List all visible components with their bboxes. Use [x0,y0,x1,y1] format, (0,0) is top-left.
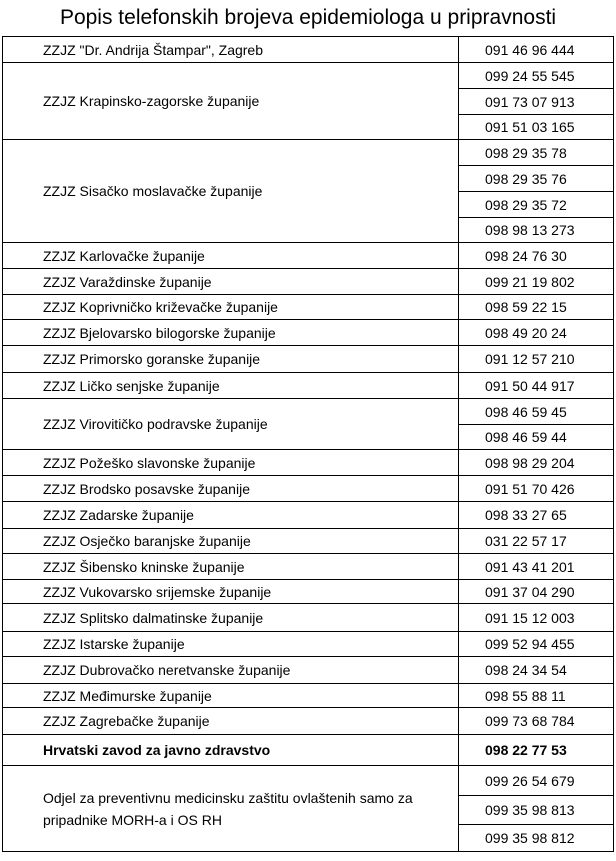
phone-table-body [3,37,614,852]
phone-number: 098 98 29 204 [459,450,614,476]
phone-number: 091 73 07 913 [459,89,614,115]
phone-number: 099 73 68 784 [459,708,614,735]
table-row [3,450,614,476]
phone-number: 099 35 98 812 [459,825,614,852]
institution-name: ZZJZ Šibensko kninske županije [3,554,459,580]
institution-name: ZZJZ Splitsko dalmatinske županije [3,604,459,632]
table-row [3,529,614,554]
institution-name: ZZJZ Vukovarsko srijemske županije [3,580,459,604]
institution-name: ZZJZ Koprivničko križevačke županije [3,295,459,320]
phone-number: 091 12 57 210 [459,346,614,373]
table-row [3,37,614,63]
table-row [3,320,614,346]
phone-number: 099 24 55 545 [459,63,614,89]
phone-number: 098 59 22 15 [459,295,614,320]
phone-number: 091 37 04 290 [459,580,614,604]
phone-number: 091 51 70 426 [459,476,614,502]
table-row [3,373,614,399]
institution-name: ZZJZ Zadarske županije [3,502,459,529]
institution-name: ZZJZ Ličko senjske županije [3,373,459,399]
institution-name: ZZJZ Sisačko moslavačke županije [3,140,459,243]
page-title: Popis telefonskih brojeva epidemiologa u pripravnosti [59,6,557,29]
institution-name: Odjel za preventivnu medicinsku zaštitu ovlaštenih samo za pripadnike MORH-a i OS RH [3,766,459,852]
institution-name: ZZJZ Međimurske županije [3,684,459,708]
institution-name: ZZJZ Požeško slavonske županije [3,450,459,476]
phone-number: 098 98 13 273 [459,218,614,243]
phone-number: 098 22 77 53 [459,735,614,766]
phone-number: 091 51 03 165 [459,115,614,140]
table-row [3,708,614,735]
table-row [3,476,614,502]
table-row [3,346,614,373]
table-row [3,295,614,320]
institution-name: ZZJZ Krapinsko-zagorske županije [3,63,459,140]
phone-number: 099 26 54 679 [459,766,614,796]
phone-number: 091 15 12 003 [459,604,614,632]
institution-name: ZZJZ Zagrebačke županije [3,708,459,735]
table-row [3,766,614,796]
table-row [3,269,614,295]
phone-number: 091 43 41 201 [459,554,614,580]
phone-number: 099 52 94 455 [459,632,614,657]
institution-name: ZZJZ Dubrovačko neretvanske županije [3,657,459,684]
institution-name: ZZJZ "Dr. Andrija Štampar", Zagreb [3,37,459,63]
phone-number: 091 50 44 917 [459,373,614,399]
institution-name: ZZJZ Varaždinske županije [3,269,459,295]
phone-number: 098 55 88 11 [459,684,614,708]
phone-number: 098 46 59 45 [459,399,614,425]
table-row [3,140,614,166]
phone-number: 098 29 35 76 [459,166,614,192]
institution-name: ZZJZ Virovitičko podravske županije [3,399,459,450]
table-row [3,502,614,529]
table-row [3,554,614,580]
institution-name: ZZJZ Karlovačke županije [3,243,459,269]
table-row [3,632,614,657]
institution-name: Hrvatski zavod za javno zdravstvo [3,735,459,766]
phone-number: 098 24 34 54 [459,657,614,684]
institution-name: ZZJZ Istarske županije [3,632,459,657]
phone-table [2,36,614,852]
institution-name: ZZJZ Osječko baranjske županije [3,529,459,554]
table-row [3,657,614,684]
table-row [3,399,614,425]
institution-name: ZZJZ Brodsko posavske županije [3,476,459,502]
phone-number: 098 24 76 30 [459,243,614,269]
phone-number: 091 46 96 444 [459,37,614,63]
phone-number: 098 29 35 78 [459,140,614,166]
phone-number: 098 46 59 44 [459,425,614,450]
phone-number: 099 21 19 802 [459,269,614,295]
phone-number: 099 35 98 813 [459,796,614,825]
institution-name: ZZJZ Primorsko goranske županije [3,346,459,373]
institution-name: ZZJZ Bjelovarsko bilogorske županije [3,320,459,346]
table-row [3,735,614,766]
phone-number: 031 22 57 17 [459,529,614,554]
phone-number: 098 49 20 24 [459,320,614,346]
table-row [3,604,614,632]
table-row [3,63,614,89]
table-row [3,580,614,604]
phone-number: 098 33 27 65 [459,502,614,529]
table-row [3,684,614,708]
phone-number: 098 29 35 72 [459,192,614,218]
table-row [3,243,614,269]
